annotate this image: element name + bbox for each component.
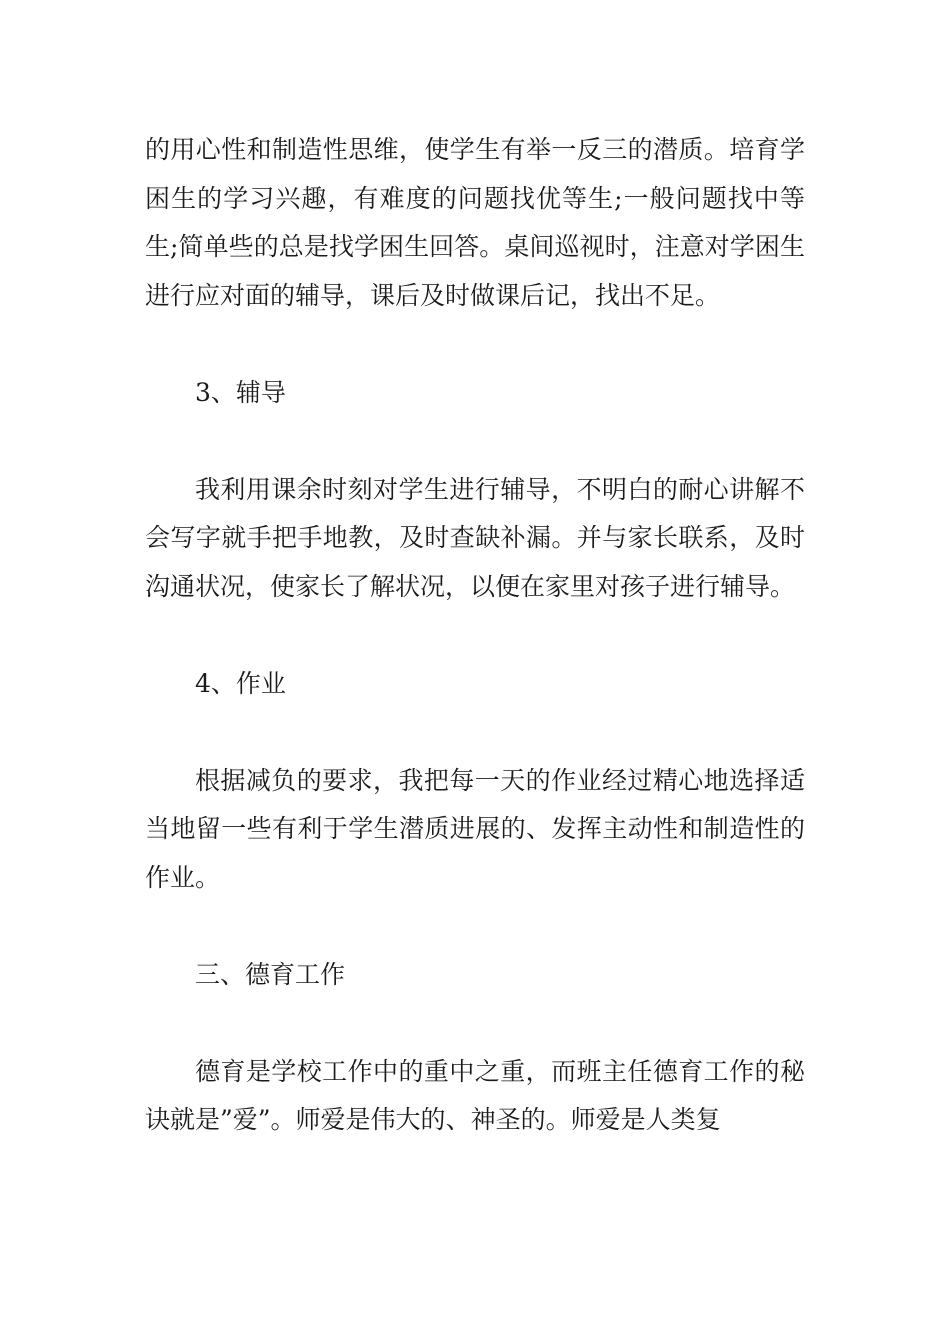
paragraph-gap xyxy=(145,902,805,951)
paragraph-gap xyxy=(145,708,805,757)
paragraph-gap xyxy=(145,320,805,369)
section-heading-moral-education: 三、德育工作 xyxy=(195,959,346,989)
paragraph-tutoring: 我利用课余时刻对学生进行辅导，不明白的耐心讲解不会写字就手把手地教，及时查缺补漏。并与家长联系，及时沟通状况，使家长了解状况，以便在家里对孩子进行辅导。 xyxy=(145,474,805,601)
section-heading-homework: 4、作业 xyxy=(195,668,286,698)
document-body xyxy=(145,126,805,1145)
paragraph-moral-education: 德育是学校工作中的重中之重，而班主任德育工作的秘诀就是”爱”。师爱是伟大的、神圣的。师爱是人类复 xyxy=(145,1056,805,1134)
paragraph-continuation: 的用心性和制造性思维，使学生有举一反三的潜质。培育学困生的学习兴趣，有难度的问题找优等生;一般问题找中等生;简单些的总是找学困生回答。桌间巡视时，注意对学困生进行应对面的辅导，课后及时做课后记，找出不足。 xyxy=(145,135,805,310)
paragraph-homework: 根据减负的要求，我把每一天的作业经过精心地选择适当地留一些有利于学生潜质进展的、发挥主动性和制造性的作业。 xyxy=(145,765,805,892)
section-heading-tutoring: 3、辅导 xyxy=(195,377,286,407)
paragraph-gap xyxy=(145,417,805,466)
paragraph-gap xyxy=(145,611,805,660)
paragraph-gap xyxy=(145,999,805,1048)
